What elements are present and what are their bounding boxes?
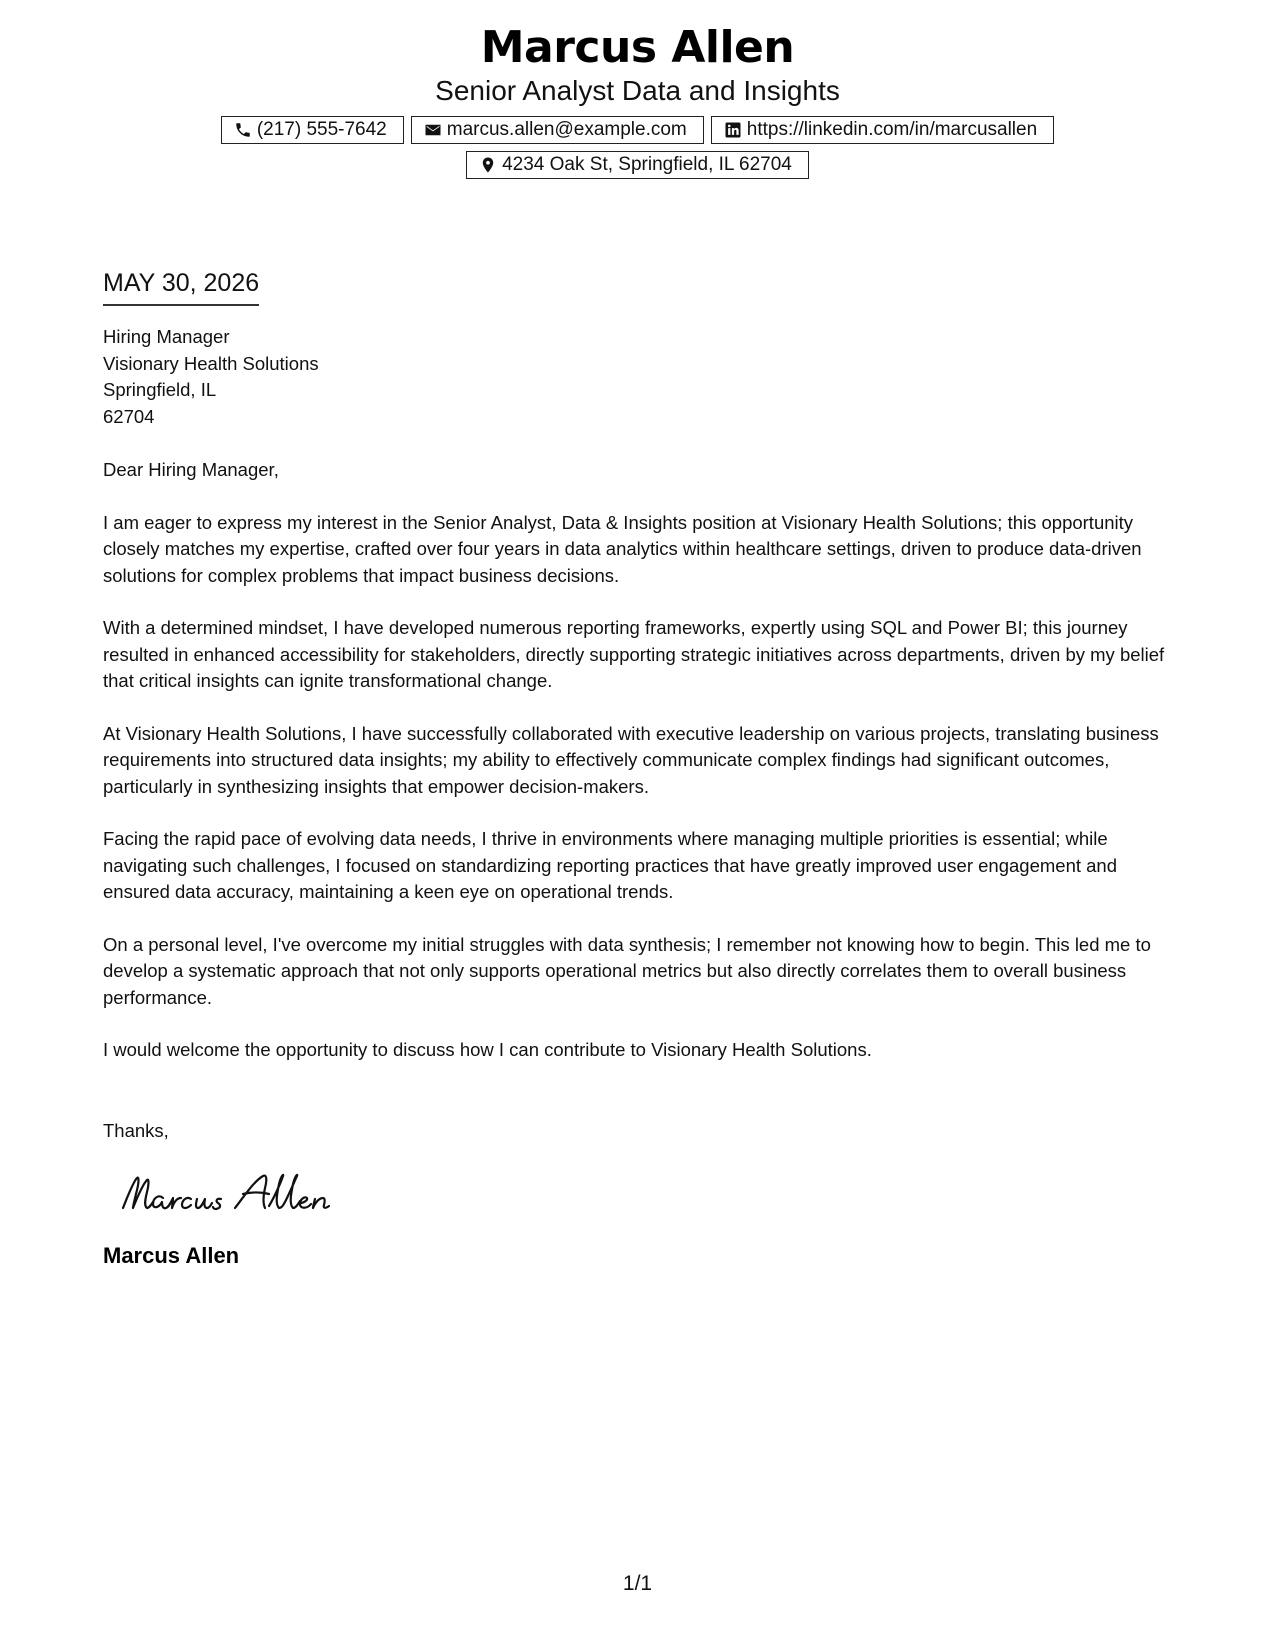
body-paragraph: Facing the rapid pace of evolving data needs, I thrive in environments where managing multiple priorities is essential; while navigating such challenges, I focused on standardizing reporting practices that have greatly improved user engagement and ensured data accuracy, maintaining a keen eye on operational trends. [103, 828, 1118, 902]
email-text: marcus.allen@example.com [446, 119, 687, 140]
applicant-title: Senior Analyst Data and Insights [435, 75, 840, 106]
contact-row [0, 116, 1275, 144]
phone-contact[interactable] [221, 116, 404, 144]
body-paragraph: With a determined mindset, I have developed numerous reporting frameworks, expertly using SQL and Power BI; this journey resulted in enhanced accessibility for stakeholders, directly supporting strategic initiatives across departments, driven by my belief that critical insights can ignite transformational change. [103, 617, 1165, 691]
page-number: 1/1 [622, 1572, 653, 1595]
signed-name: Marcus Allen [103, 1243, 240, 1268]
body-paragraph: On a personal level, I've overcome my initial struggles with data synthesis; I remember not knowing how to begin. This led me to develop a systematic approach that not only supports operational metrics but also directly correlates them to overall business performance. [103, 933, 1151, 1008]
envelope-icon [424, 121, 442, 139]
body-paragraph: I would welcome the opportunity to discuss how I can contribute to Visionary Health Solutions. [103, 1039, 872, 1060]
body-paragraph: At Visionary Health Solutions, I have successfully collaborated with executive leadership on various projects, translating business requirements into structured data insights; my ability to effectively communicate complex findings had significant outcomes, particularly in synthesizing insights that empower decision-makers. [103, 722, 1159, 797]
applicant-name: Marcus Allen [480, 22, 795, 73]
recipient-line: Visionary Health Solutions [103, 352, 319, 374]
address-contact[interactable] [466, 151, 809, 179]
email-contact[interactable] [411, 116, 704, 144]
recipient-line: Springfield, IL [103, 379, 217, 400]
linkedin-contact[interactable] [711, 116, 1054, 144]
recipient-line: 62704 [103, 405, 155, 427]
phone-icon [234, 121, 252, 139]
linkedin-text: https://linkedin.com/in/marcusallen [746, 119, 1038, 140]
map-pin-icon [479, 156, 497, 174]
recipient-block [103, 324, 1183, 430]
letter-header [0, 22, 1275, 179]
letter-body [103, 268, 1183, 1270]
address-row [0, 151, 1275, 179]
salutation: Dear Hiring Manager, [103, 459, 279, 480]
linkedin-icon [724, 121, 742, 139]
recipient-line: Hiring Manager [103, 326, 230, 347]
address-text: 4234 Oak St, Springfield, IL 62704 [502, 154, 792, 175]
handwritten-signature [117, 1168, 1183, 1224]
phone-text: (217) 555-7642 [256, 119, 387, 140]
closing: Thanks, [103, 1119, 169, 1141]
letter-date: MAY 30, 2026 [103, 268, 259, 306]
body-paragraph: I am eager to express my interest in the Senior Analyst, Data & Insights position at Visionary Health Solutions; this opportunity closely matches my expertise, crafted over four years in data analytics within healthcare settings, driven to produce data-driven solutions for complex problems that impact business decisions. [103, 511, 1142, 586]
